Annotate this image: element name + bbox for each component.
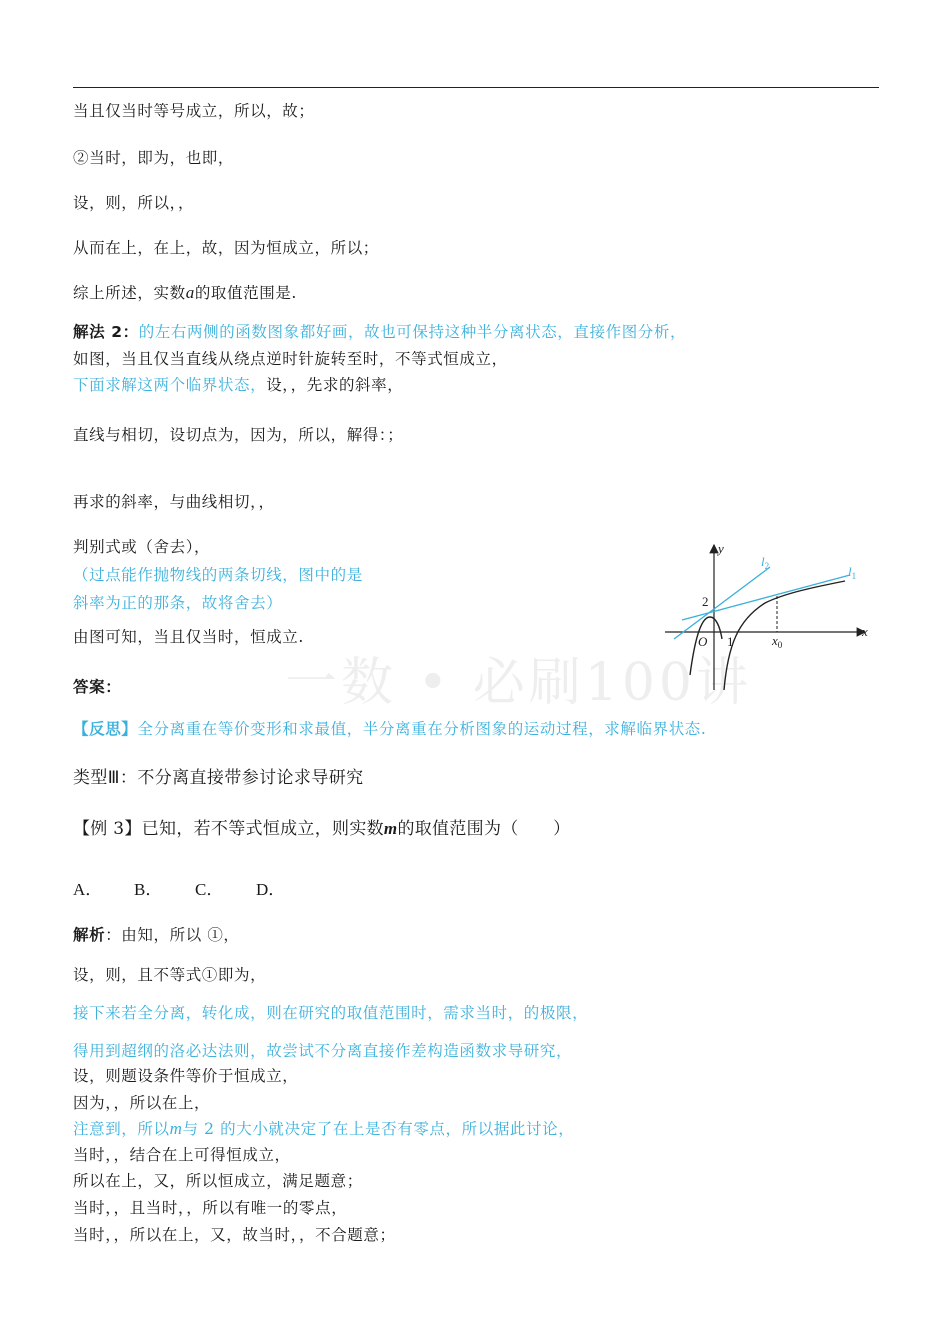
- l1-main: l: [848, 564, 852, 579]
- right-curve: [724, 581, 845, 690]
- y-label: y: [718, 541, 724, 556]
- method-2-line: [73, 322, 686, 342]
- tick-one-label: 1: [727, 634, 734, 649]
- var-a: a: [185, 283, 195, 302]
- solution-line-7: [73, 1119, 574, 1139]
- header-rule: [73, 87, 879, 88]
- l1-label: [848, 564, 856, 581]
- line-14: 由图可知，当且仅当时，恒成立.: [73, 628, 304, 646]
- line-12: （过点能作抛物线的两条切线，图中的是: [73, 566, 363, 584]
- line-5-post: 的取值范围是.: [194, 284, 297, 302]
- line-10: 再求的斜率，与曲线相切，，: [73, 493, 275, 511]
- line-5: [73, 283, 297, 303]
- reflection-text: 全分离重在等价变形和求最值，半分离重在分析图象的运动过程，求解临界状态.: [137, 720, 707, 738]
- option-d: D．: [256, 880, 286, 899]
- x0-sub: 0: [777, 640, 783, 650]
- l2-sub: 2: [764, 561, 770, 571]
- tick-two-label: 2: [702, 594, 709, 609]
- solution-line-2: 设，则，且不等式①即为，: [73, 966, 267, 984]
- answer-label: 答案：: [73, 678, 122, 696]
- tangent-l2: [674, 567, 770, 639]
- solution-line-8: 当时，，结合在上可得恒成立，: [73, 1146, 291, 1164]
- line-8-cyan: 下面求解这两个临界状态，: [73, 376, 267, 394]
- analysis-line: [73, 925, 240, 945]
- line-1: 当且仅当时等号成立，所以，故；: [73, 102, 315, 120]
- type-3-heading: 类型Ⅲ：不分离直接带参讨论求导研究: [73, 768, 364, 788]
- line-8: [73, 375, 403, 395]
- x0-label: [771, 633, 783, 650]
- example-3-post: 的取值范围为（ ）: [397, 819, 571, 839]
- option-a: A．: [73, 880, 103, 899]
- line-8-black: 设，，先求的斜率，: [266, 376, 404, 394]
- var-m: m: [383, 819, 398, 838]
- solution-line-7-post: 与 2 的大小就决定了在上是否有零点，所以据此讨论，: [182, 1120, 575, 1138]
- solution-line-11: 当时，，所以在上，又，故当时，，不合题意；: [73, 1226, 396, 1244]
- example-3: [73, 819, 570, 839]
- method-2-text: 的左右两侧的函数图象都好画，故也可保持这种半分离状态，直接作图分析，: [138, 323, 687, 341]
- x-label: x: [862, 624, 868, 639]
- solution-line-4: 得用到超纲的洛必达法则，故尝试不分离直接作差构造函数求导研究，: [73, 1042, 573, 1060]
- option-b: B．: [134, 880, 163, 899]
- line-13: 斜率为正的那条，故将舍去）: [73, 594, 283, 612]
- solution-line-5: 设，则题设条件等价于恒成立，: [73, 1067, 299, 1085]
- reflection-line: [73, 719, 706, 739]
- line-4: 从而在上，在上，故，因为恒成立，所以；: [73, 239, 379, 257]
- l2-main: l: [761, 554, 765, 569]
- line-3: 设，则，所以，，: [73, 194, 195, 212]
- var-m-2: m: [169, 1119, 183, 1138]
- line-5-pre: 综上所述，实数: [73, 284, 186, 302]
- analysis-text: ：由知，所以 ①，: [105, 926, 240, 944]
- l2-label: [761, 554, 769, 571]
- solution-line-6: 因为，，所以在上，: [73, 1094, 211, 1112]
- line-7: 如图，当且仅当直线从绕点逆时针旋转至时，不等式恒成立，: [73, 350, 508, 368]
- l1-sub: 1: [851, 571, 857, 581]
- tangent-figure: [660, 535, 880, 695]
- method-2-label: 解法 2：: [73, 323, 139, 341]
- analysis-label: 解析: [73, 926, 106, 944]
- example-3-pre: 【例 3】已知，若不等式恒成立，则实数: [73, 819, 384, 839]
- option-c: C．: [195, 880, 224, 899]
- line-9: 直线与相切，设切点为，因为，所以，解得：；: [73, 426, 404, 444]
- solution-line-3: 接下来若全分离，转化成，则在研究的取值范围时，需求当时，的极限，: [73, 1004, 589, 1022]
- solution-line-9: 所以在上，又，所以恒成立，满足题意；: [73, 1172, 363, 1190]
- watermark: 一数 • 必刷100讲: [285, 653, 752, 713]
- solution-line-7-pre: 注意到，所以: [73, 1120, 170, 1138]
- line-11: 判别式或（舍去），: [73, 538, 211, 556]
- line-2: ②当时，即为，也即，: [73, 149, 235, 167]
- x0-main: x: [772, 633, 778, 648]
- reflection-label: 【反思】: [73, 720, 138, 738]
- origin-label: O: [698, 634, 708, 649]
- solution-line-10: 当时，，且当时，，所以有唯一的零点，: [73, 1199, 348, 1217]
